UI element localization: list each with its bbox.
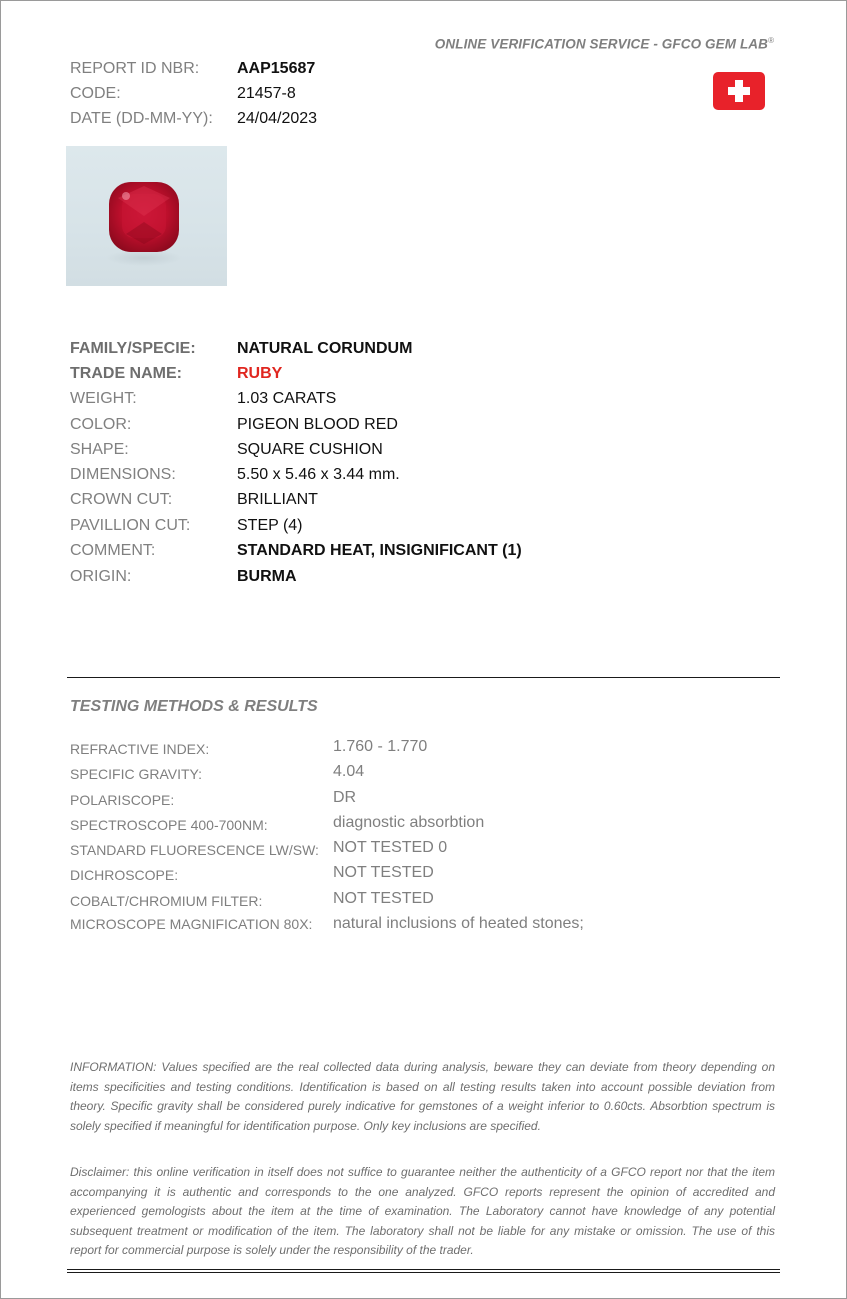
color-value: PIGEON BLOOD RED <box>237 416 398 433</box>
date-value: 24/04/2023 <box>237 110 318 127</box>
gemstone-photo <box>66 146 227 286</box>
verification-service-header <box>435 36 774 52</box>
weight-label: WEIGHT: <box>70 390 137 407</box>
dichroscope-value: NOT TESTED <box>333 864 434 881</box>
polariscope-value: DR <box>333 789 357 806</box>
comment-value: STANDARD HEAT, INSIGNIFICANT (1) <box>237 542 522 559</box>
dichroscope-label: DICHROSCOPE: <box>70 867 179 883</box>
fluorescence-label: STANDARD FLUORESCENCE LW/SW: <box>70 842 319 858</box>
specific-gravity-label: SPECIFIC GRAVITY: <box>70 766 202 782</box>
spectroscope-value: diagnostic absorbtion <box>333 814 485 831</box>
section-divider <box>67 677 780 678</box>
shape-value: SQUARE CUSHION <box>237 441 383 458</box>
crown-cut-value: BRILLIANT <box>237 491 318 508</box>
dimensions-label: DIMENSIONS: <box>70 466 176 483</box>
family-label: FAMILY/SPECIE: <box>70 340 196 357</box>
information-paragraph: INFORMATION: Values specified are the real collected data during analysis, beware they can deviate from theory depending on items specificities and testing conditions. Identification is based on all testing results taken into account possible deviation from theory. Specific gravity shall be considered purely indicative for gemstones of a weight inferior to 0.60cts. Absorbtion spectrum is solely specified if meaningful for identification purpose. Only key inclusions are specified. <box>70 1060 775 1133</box>
shape-label: SHAPE: <box>70 441 129 458</box>
crown-cut-label: CROWN CUT: <box>70 491 173 508</box>
trade-name-label: TRADE NAME: <box>70 365 182 382</box>
swiss-flag-icon <box>713 72 765 110</box>
microscope-label: MICROSCOPE MAGNIFICATION 80X: <box>70 916 313 932</box>
testing-section-title: TESTING METHODS & RESULTS <box>70 698 318 715</box>
spectroscope-label: SPECTROSCOPE 400-700NM: <box>70 817 268 833</box>
comment-label: COMMENT: <box>70 542 156 559</box>
color-label: COLOR: <box>70 416 132 433</box>
report-id-label: REPORT ID NBR: <box>70 60 200 77</box>
header-service-text: ONLINE VERIFICATION SERVICE - GFCO GEM LAB <box>434 36 768 52</box>
footer-rule-top <box>67 1269 780 1270</box>
pavillion-cut-label: PAVILLION CUT: <box>70 517 191 534</box>
footer-rule-bottom <box>67 1272 780 1273</box>
pavillion-cut-value: STEP (4) <box>237 517 303 534</box>
weight-value: 1.03 CARATS <box>237 390 337 407</box>
fluorescence-value: NOT TESTED 0 <box>333 839 448 856</box>
polariscope-label: POLARISCOPE: <box>70 792 175 808</box>
cobalt-filter-label: COBALT/CHROMIUM FILTER: <box>70 893 263 909</box>
origin-label: ORIGIN: <box>70 568 132 585</box>
refractive-index-label: REFRACTIVE INDEX: <box>70 741 210 757</box>
origin-value: BURMA <box>237 568 297 585</box>
code-value: 21457-8 <box>237 85 296 102</box>
refractive-index-value: 1.760 - 1.770 <box>333 738 428 755</box>
cobalt-filter-value: NOT TESTED <box>333 890 434 907</box>
family-value: NATURAL CORUNDUM <box>237 340 413 357</box>
registered-mark: ® <box>768 36 774 45</box>
disclaimer-paragraph: Disclaimer: this online verification in itself does not suffice to guarantee neither the authenticity of a GFCO report nor that the item accompanying it is authentic and corresponds to the one analyzed. GFCO reports represent the opinion of accredited and experienced gemologists about the item at the time of examination. The Laboratory cannot have knowledge of any potential subsequent treatment or modification of the item. The laboratory shall not be liable for any mistake or omission. The use of this report for commercial purpose is solely under the responsibility of the trader. <box>70 1165 775 1257</box>
specific-gravity-value: 4.04 <box>333 763 365 780</box>
date-label: DATE (DD-MM-YY): <box>70 110 213 127</box>
microscope-value: natural inclusions of heated stones; <box>333 915 584 932</box>
report-id-value: AAP15687 <box>237 60 316 77</box>
trade-name-value: RUBY <box>237 365 283 382</box>
code-label: CODE: <box>70 85 121 102</box>
dimensions-value: 5.50 x 5.46 x 3.44 mm. <box>237 466 400 483</box>
